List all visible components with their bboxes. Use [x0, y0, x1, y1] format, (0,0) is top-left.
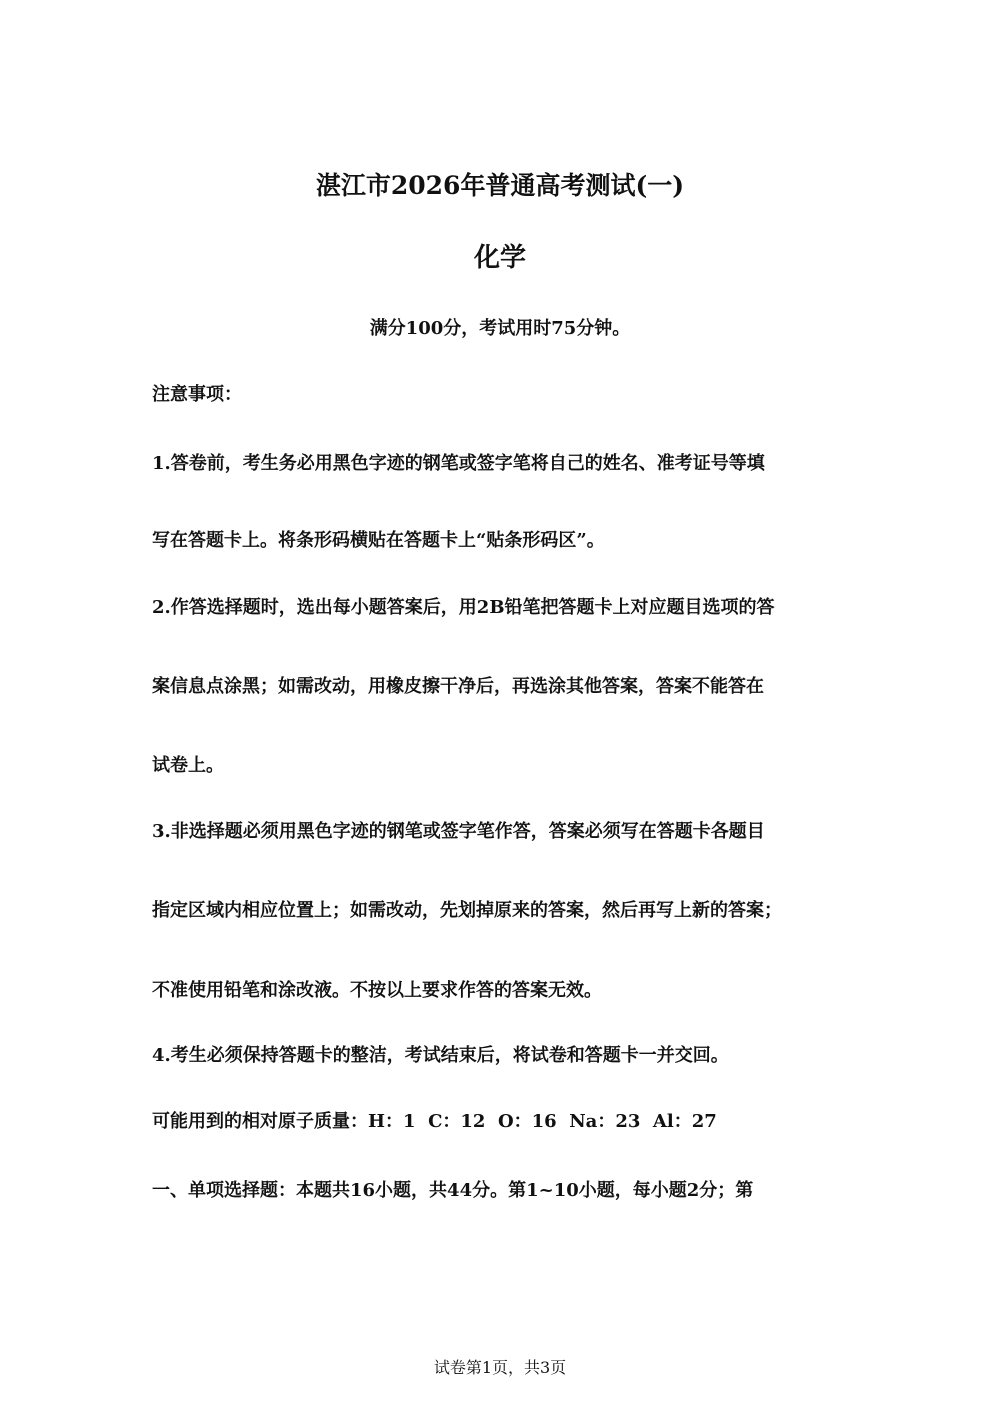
page-footer: 试卷第1页，共3页 — [433, 1358, 567, 1377]
exam-meta: 满分100分，考试用时75分钟。 — [369, 318, 631, 339]
note-line: 不准使用铅笔和涂改液。不按以上要求作答的答案无效。 — [152, 980, 602, 1001]
note-line: 写在答题卡上。将条形码横贴在答题卡上“贴条形码区”。 — [152, 530, 605, 551]
note-line: 2.作答选择题时，选出每小题答案后，用2B铅笔把答题卡上对应题目选项的答 — [152, 597, 775, 618]
note-line: 4.考生必须保持答题卡的整洁，考试结束后，将试卷和答题卡一并交回。 — [152, 1045, 729, 1066]
atomic-masses: 可能用到的相对原子质量：H：1 C：12 O：16 Na：23 Al：27 — [152, 1111, 717, 1132]
subject-title: 化学 — [473, 243, 526, 273]
notes-heading: 注意事项： — [152, 384, 242, 405]
note-line: 指定区域内相应位置上；如需改动，先划掉原来的答案，然后再写上新的答案； — [152, 900, 782, 921]
note-line: 试卷上。 — [152, 755, 224, 776]
note-line: 3.非选择题必须用黑色字迹的钢笔或签字笔作答，答案必须写在答题卡各题目 — [152, 821, 765, 842]
section-heading: 一、单项选择题：本题共16小题，共44分。第1~10小题，每小题2分；第 — [152, 1180, 754, 1201]
exam-title: 湛江市2026年普通高考测试(一) — [315, 171, 685, 200]
note-line: 1.答卷前，考生务必用黑色字迹的钢笔或签字笔将自己的姓名、准考证号等填 — [152, 453, 765, 474]
note-line: 案信息点涂黑；如需改动，用橡皮擦干净后，再选涂其他答案，答案不能答在 — [152, 676, 764, 697]
